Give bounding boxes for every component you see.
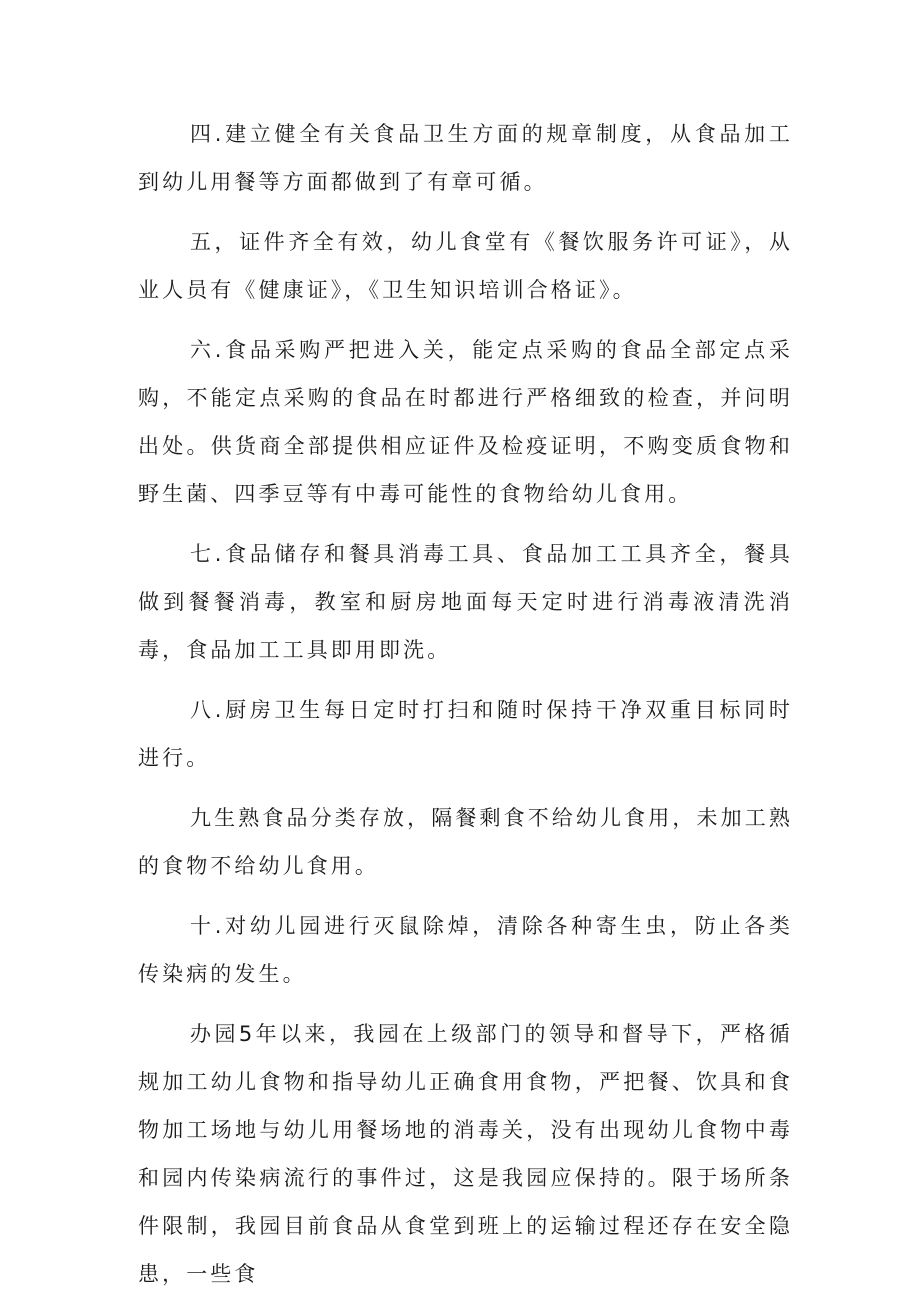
paragraph-rule-8: 八.厨房卫生每日定时打扫和随时保持干净双重目标同时进行。 [138,698,793,770]
paragraph-rule-6: 六.食品采购严把进入关，能定点采购的食品全部定点采购，不能定点采购的食品在时都进行严格细致的检查，并问明出处。供货商全部提供相应证件及检疫证明，不购变质食物和野生菌、四季豆等有中毒可能性的食物给幼儿食用。 [138,338,793,506]
paragraph-rule-4: 四.建立健全有关食品卫生方面的规章制度，从食品加工到幼儿用餐等方面都做到了有章可循。 [138,122,793,194]
document-body [138,110,793,1310]
paragraph-summary: 办园5年以来，我园在上级部门的领导和督导下，严格循规加工幼儿食物和指导幼儿正确食用食物，严把餐、饮具和食物加工场地与幼儿用餐场地的消毒关，没有出现幼儿食物中毒和园内传染病流行的事件过，这是我园应保持的。限于场所条件限制，我园目前食品从食堂到班上的运输过程还存在安全隐患，一些食 [138,1022,793,1286]
paragraph-rule-7: 七.食品储存和餐具消毒工具、食品加工工具齐全，餐具做到餐餐消毒，教室和厨房地面每天定时进行消毒液清洗消毒，食品加工工具即用即洗。 [138,542,793,662]
paragraph-rule-9: 九生熟食品分类存放，隔餐剩食不给幼儿食用，未加工熟的食物不给幼儿食用。 [138,806,793,878]
paragraph-rule-10: 十.对幼儿园进行灭鼠除焯，清除各种寄生虫，防止各类传染病的发生。 [138,914,793,986]
paragraph-rule-5: 五，证件齐全有效，幼儿食堂有《餐饮服务许可证》，从业人员有《健康证》，《卫生知识培训合格证》。 [138,230,793,302]
